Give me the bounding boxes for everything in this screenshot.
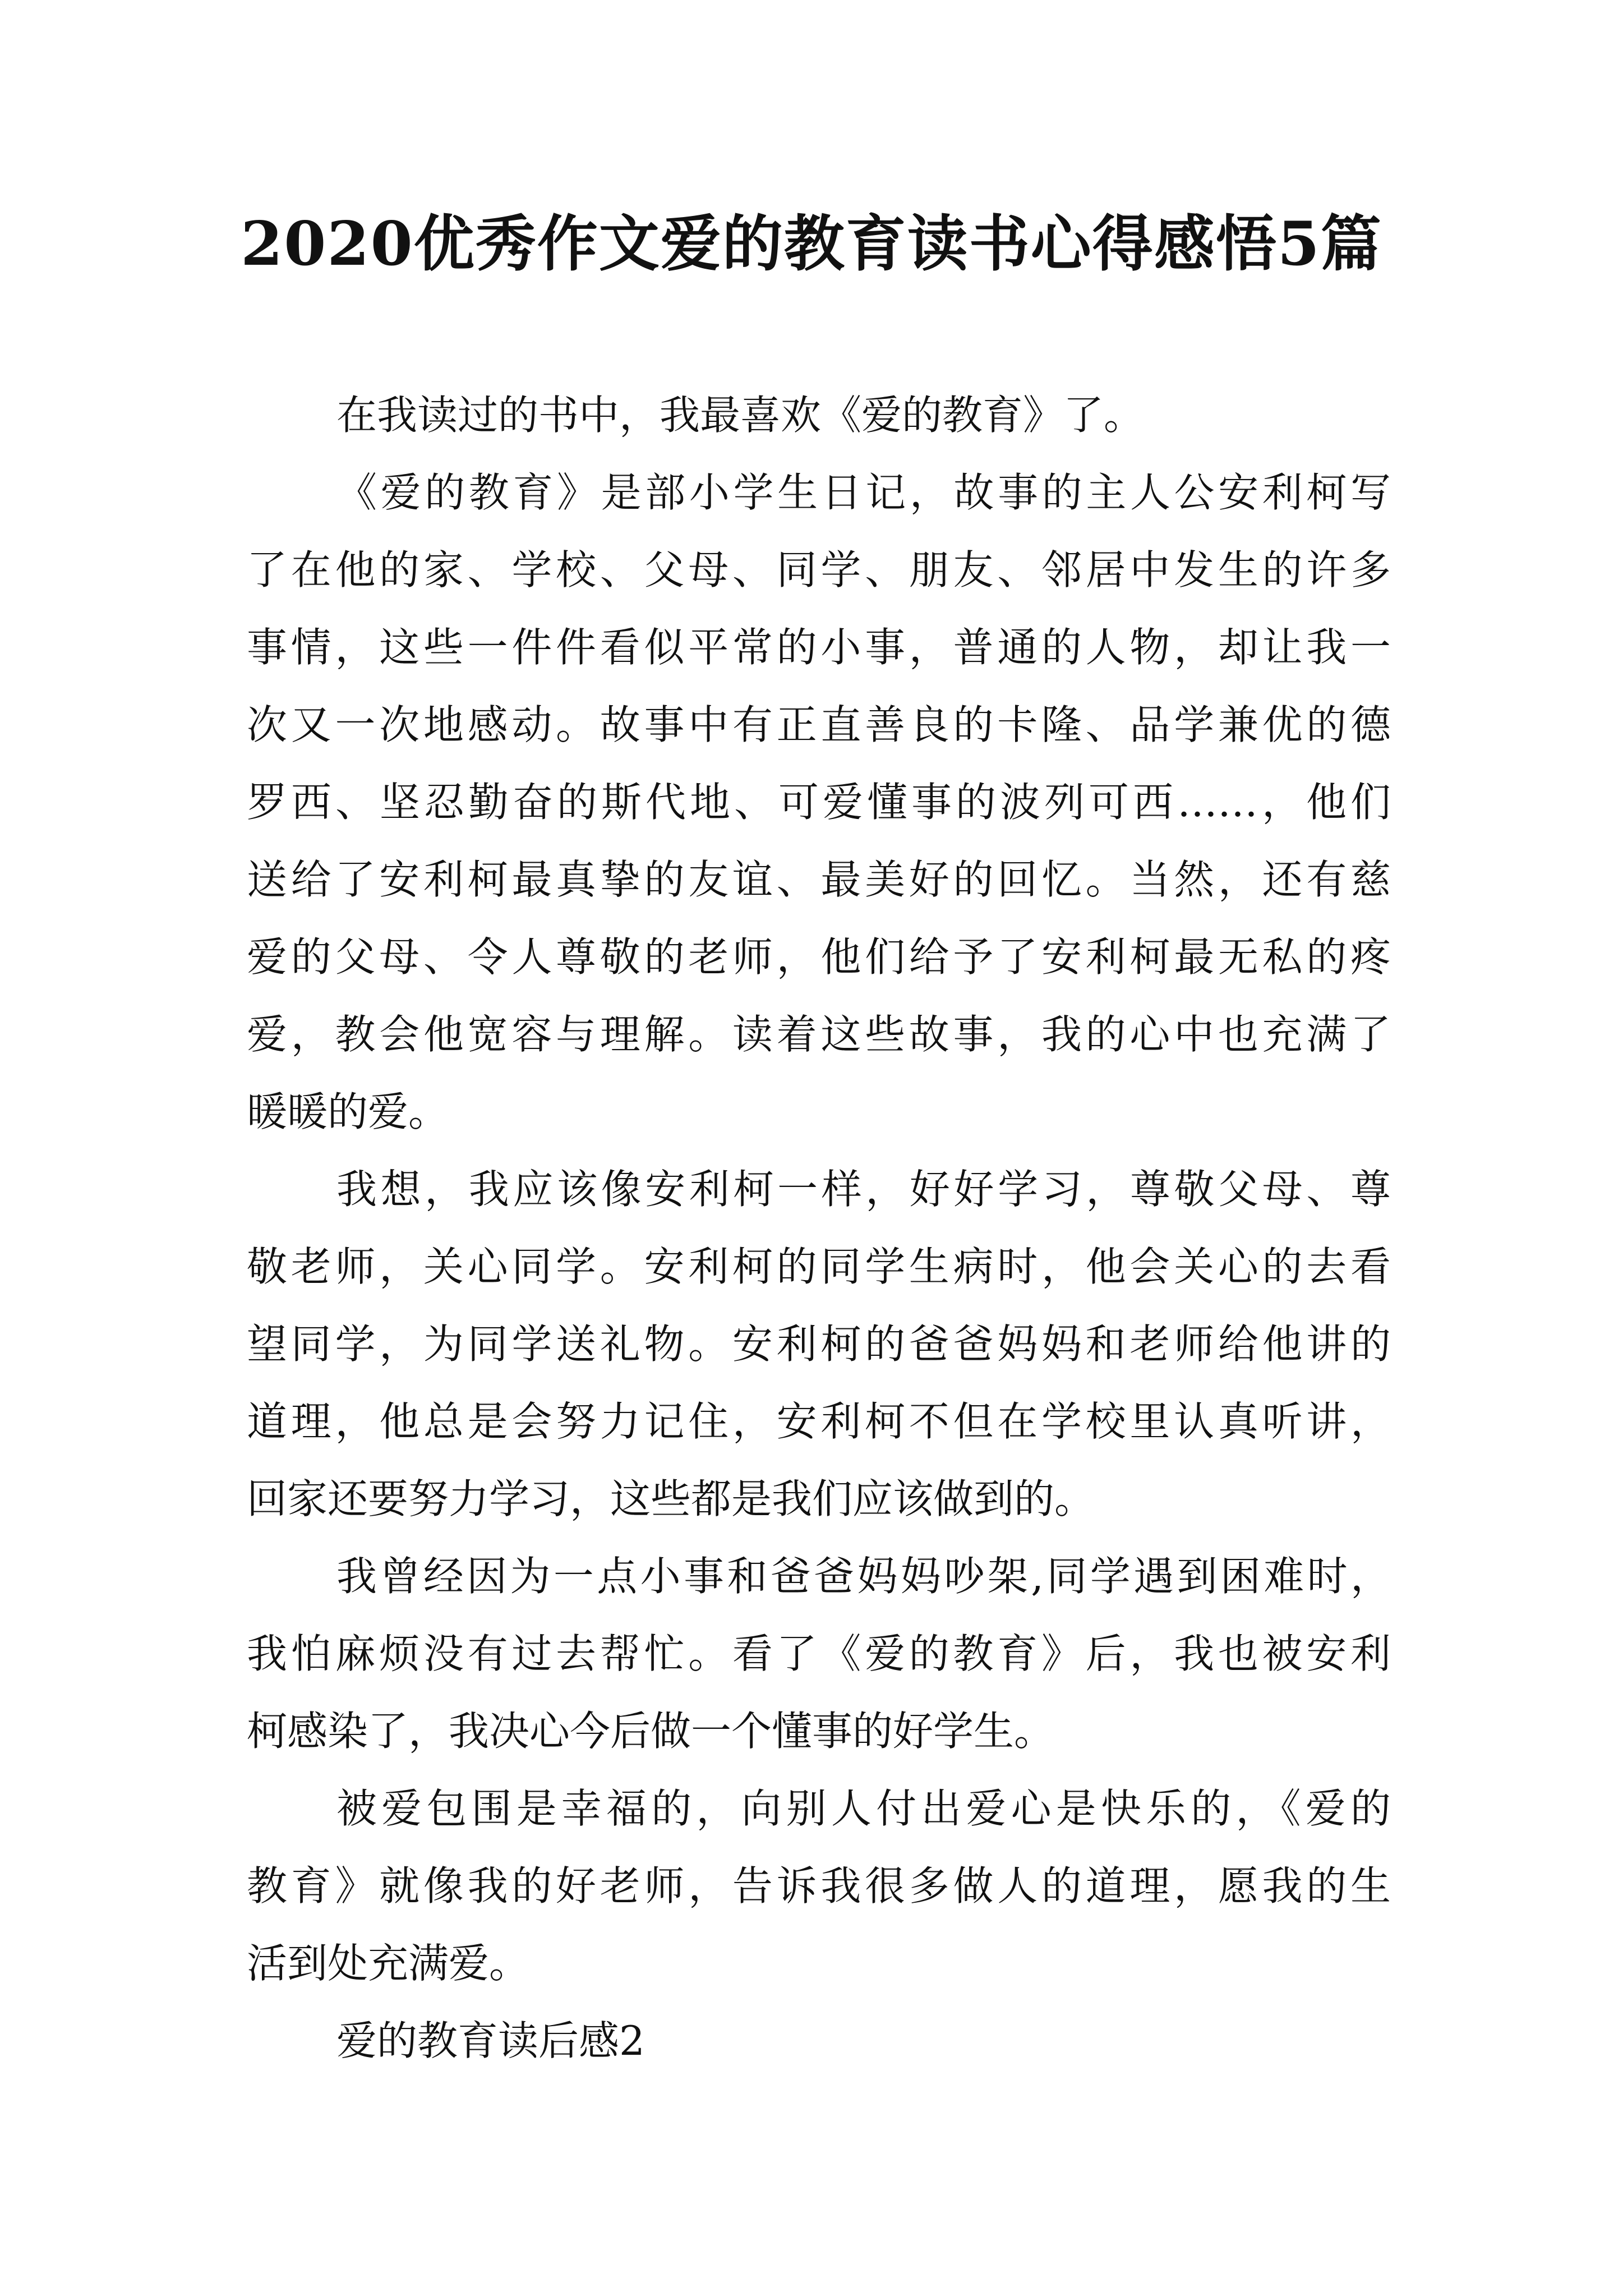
paragraph-line: 了在他的家、学校、父母、同学、朋友、邻居中发生的许多 bbox=[247, 546, 1391, 593]
paragraph-line: 次又一次地感动。故事中有正直善良的卡隆、品学兼优的德 bbox=[247, 701, 1391, 748]
paragraph-line: 在我读过的书中，我最喜欢《爱的教育》了。 bbox=[336, 392, 1145, 439]
paragraph-line: 《爱的教育》是部小学生日记，故事的主人公安利柯写 bbox=[336, 469, 1391, 516]
paragraph-line: 我曾经因为一点小事和爸爸妈妈吵架,同学遇到困难时， bbox=[336, 1553, 1391, 1600]
section-heading: 爱的教育读后感2 bbox=[336, 2017, 645, 2064]
paragraph-line: 我怕麻烦没有过去帮忙。看了《爱的教育》后，我也被安利 bbox=[247, 1630, 1391, 1677]
paragraph-line: 教育》就像我的好老师，告诉我很多做人的道理，愿我的生 bbox=[247, 1862, 1391, 1910]
paragraph-line: 柯感染了，我决心今后做一个懂事的好学生。 bbox=[247, 1708, 1055, 1755]
paragraph-line: 道理，他总是会努力记住，安利柯不但在学校里认真听讲， bbox=[247, 1398, 1391, 1445]
paragraph-line: 我想，我应该像安利柯一样，好好学习，尊敬父母、尊 bbox=[336, 1166, 1391, 1213]
paragraph-line: 爱的父母、令人尊敬的老师，他们给予了安利柯最无私的疼 bbox=[247, 933, 1391, 981]
document-title: 2020优秀作文爱的教育读书心得感悟5篇 bbox=[241, 209, 1382, 279]
paragraph-line: 罗西、坚忍勤奋的斯代地、可爱懂事的波列可西……，他们 bbox=[247, 779, 1391, 826]
paragraph-line: 望同学，为同学送礼物。安利柯的爸爸妈妈和老师给他讲的 bbox=[247, 1320, 1391, 1368]
paragraph-line: 敬老师，关心同学。安利柯的同学生病时，他会关心的去看 bbox=[247, 1243, 1391, 1290]
paragraph-line: 被爱包围是幸福的，向别人付出爱心是快乐的，《爱的 bbox=[336, 1785, 1391, 1832]
paragraph-line: 暖暖的爱。 bbox=[247, 1088, 449, 1135]
paragraph-line: 送给了安利柯最真挚的友谊、最美好的回忆。当然，还有慈 bbox=[247, 856, 1391, 903]
paragraph-line: 活到处充满爱。 bbox=[247, 1940, 530, 1987]
paragraph-line: 事情，这些一件件看似平常的小事，普通的人物，却让我一 bbox=[247, 624, 1391, 671]
paragraph-line: 回家还要努力学习，这些都是我们应该做到的。 bbox=[247, 1475, 1095, 1522]
paragraph-line: 爱，教会他宽容与理解。读着这些故事，我的心中也充满了 bbox=[247, 1011, 1391, 1058]
